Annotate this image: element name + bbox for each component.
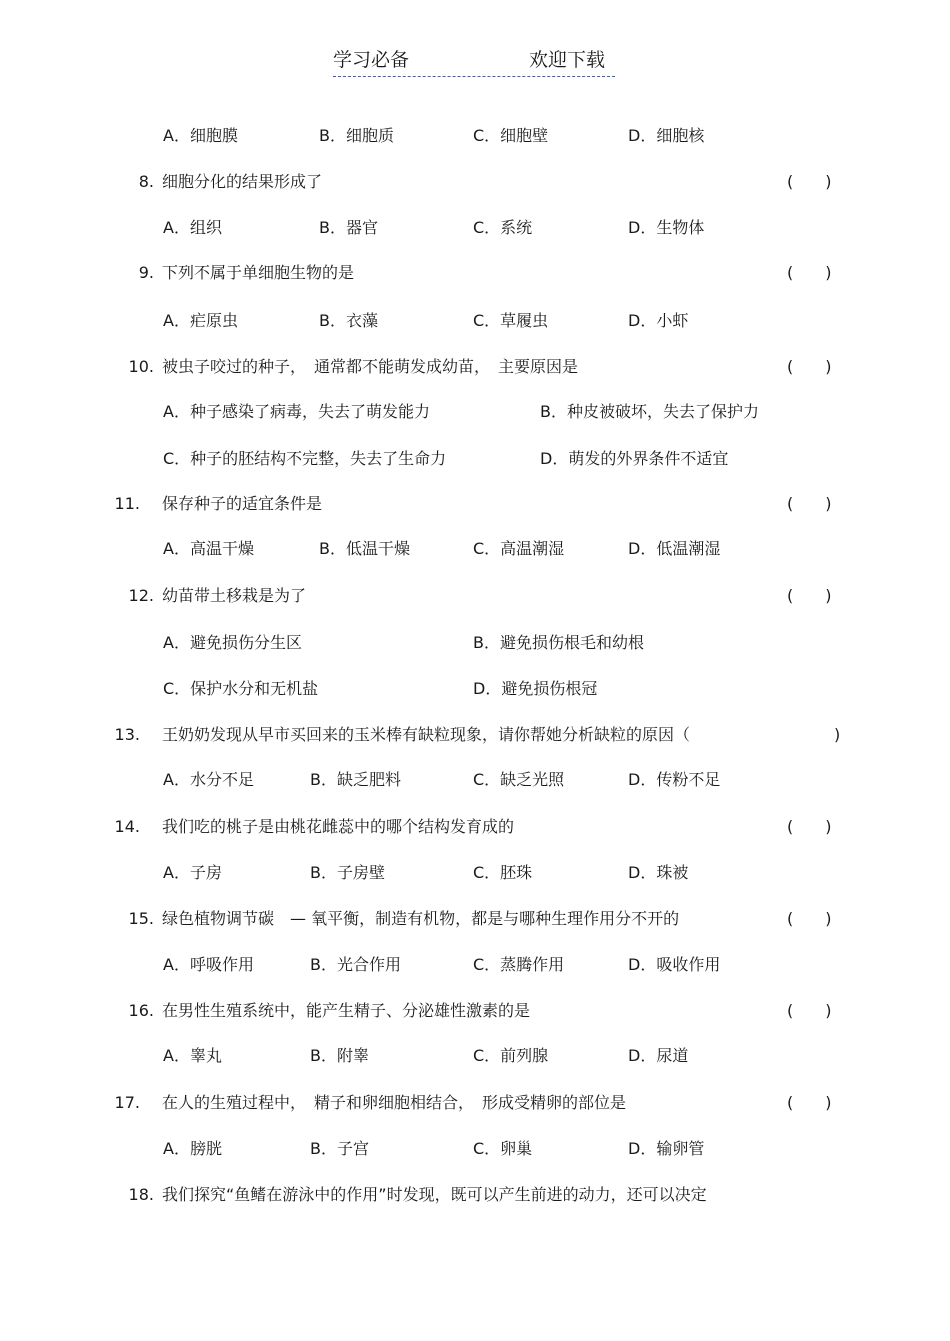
question-number: 16. [128, 1001, 154, 1020]
option-d: D．尿道 [628, 1046, 689, 1065]
question-text: 被虫子咬过的种子， 通常都不能萌发成幼苗， 主要原因是 [162, 357, 579, 376]
question-number: 12. [128, 586, 154, 605]
header-left-text: 学习必备 [333, 49, 410, 71]
option-d: D．低温潮湿 [628, 539, 721, 558]
question-number: 9. [138, 263, 154, 282]
question-number: 15. [128, 909, 154, 928]
header-right-text: 欢迎下载 [529, 49, 606, 71]
option-d: D．生物体 [628, 218, 705, 237]
option-a: A．水分不足 [163, 770, 254, 789]
option-c: C．种子的胚结构不完整，失去了生命力 [163, 449, 447, 468]
question-number: 10. [128, 357, 154, 376]
option-b: B．低温干燥 [319, 539, 410, 558]
answer-parenthesis: ( ) [787, 1093, 832, 1112]
question-number: 17. [114, 1093, 140, 1112]
q7-option-d: D．细胞核 [628, 126, 705, 145]
answer-parenthesis: ( ) [787, 494, 832, 513]
option-a: A．避免损伤分生区 [163, 633, 302, 652]
option-a: A．种子感染了病毒，失去了萌发能力 [163, 402, 430, 421]
option-b: B．缺乏肥料 [310, 770, 401, 789]
option-b: B．避免损伤根毛和幼根 [473, 633, 644, 652]
option-a: A．高温干燥 [163, 539, 254, 558]
option-b: B．衣藻 [319, 311, 378, 330]
q7-option-b: B．细胞质 [319, 126, 394, 145]
question-text: 保存种子的适宜条件是 [162, 494, 323, 513]
option-c: C．前列腺 [473, 1046, 549, 1065]
option-b: B．器官 [319, 218, 378, 237]
option-b: B．种皮被破坏，失去了保护力 [540, 402, 759, 421]
option-b: B．附睾 [310, 1046, 369, 1065]
option-b: B．子房壁 [310, 863, 385, 882]
answer-parenthesis: ( ) [787, 909, 832, 928]
question-text: 细胞分化的结果形成了 [162, 172, 323, 191]
answer-parenthesis: ( ) [787, 172, 832, 191]
question-number: 11. [114, 494, 140, 513]
question-number: 8. [138, 172, 154, 191]
q7-option-c: C．细胞壁 [473, 126, 549, 145]
option-b: B．光合作用 [310, 955, 401, 974]
option-a: A．疟原虫 [163, 311, 238, 330]
option-a: A．组织 [163, 218, 222, 237]
question-text: 下列不属于单细胞生物的是 [162, 263, 355, 282]
answer-parenthesis: ) [834, 725, 841, 744]
option-c: C．高温潮湿 [473, 539, 565, 558]
question-number: 18. [128, 1185, 154, 1204]
option-c: C．缺乏光照 [473, 770, 565, 789]
option-c: C．胚珠 [473, 863, 533, 882]
option-a: A．睾丸 [163, 1046, 222, 1065]
option-c: C．卵巢 [473, 1139, 533, 1158]
option-d: D．避免损伤根冠 [473, 679, 598, 698]
answer-parenthesis: ( ) [787, 263, 832, 282]
question-text: 在人的生殖过程中， 精子和卵细胞相结合， 形成受精卵的部位是 [162, 1093, 627, 1112]
question-text: 我们探究“鱼鳍在游泳中的作用”时发现，既可以产生前进的动力，还可以决定 [162, 1185, 707, 1204]
option-c: C．保护水分和无机盐 [163, 679, 319, 698]
option-b: B．子宫 [310, 1139, 369, 1158]
option-c: C．系统 [473, 218, 533, 237]
answer-parenthesis: ( ) [787, 586, 832, 605]
option-a: A．子房 [163, 863, 222, 882]
answer-parenthesis: ( ) [787, 1001, 832, 1020]
option-d: D．小虾 [628, 311, 689, 330]
option-c: C．蒸腾作用 [473, 955, 565, 974]
option-d: D．传粉不足 [628, 770, 721, 789]
option-a: A．膀胱 [163, 1139, 222, 1158]
q7-option-a: A．细胞膜 [163, 126, 238, 145]
option-d: D．珠被 [628, 863, 689, 882]
page-header [333, 46, 615, 77]
answer-parenthesis: ( ) [787, 817, 832, 836]
question-text: 绿色植物调节碳 — 氧平衡，制造有机物，都是与哪种生理作用分不开的 [162, 909, 680, 928]
option-c: C．草履虫 [473, 311, 549, 330]
option-d: D．吸收作用 [628, 955, 721, 974]
question-text: 在男性生殖系统中，能产生精子、分泌雄性激素的是 [162, 1001, 531, 1020]
option-d: D．萌发的外界条件不适宜 [540, 449, 729, 468]
option-a: A．呼吸作用 [163, 955, 254, 974]
question-text: 我们吃的桃子是由桃花雌蕊中的哪个结构发育成的 [162, 817, 515, 836]
question-text: 幼苗带土移栽是为了 [162, 586, 307, 605]
question-text: 王奶奶发现从早市买回来的玉米棒有缺粒现象，请你帮她分析缺粒的原因（ [162, 725, 691, 744]
option-d: D．输卵管 [628, 1139, 705, 1158]
question-number: 14. [114, 817, 140, 836]
question-number: 13. [114, 725, 140, 744]
answer-parenthesis: ( ) [787, 357, 832, 376]
